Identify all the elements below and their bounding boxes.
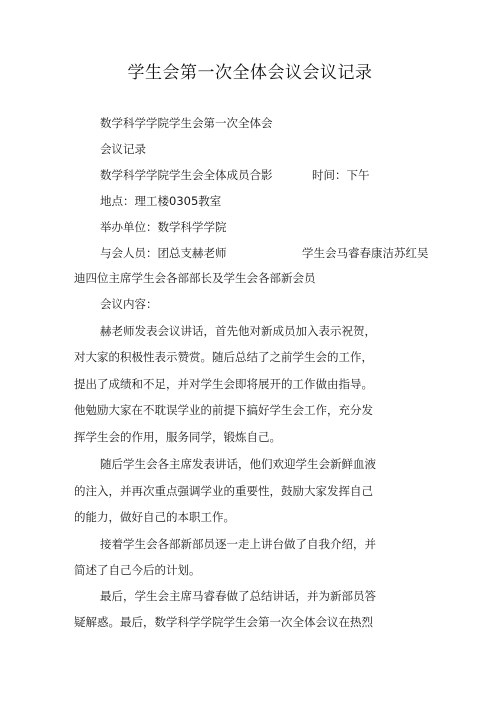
- body-line: 提出了成绩和不足，并对学生会即将展开的工作做由指导。: [74, 377, 373, 391]
- header-line-meeting-name: 数学科学学院学生会第一次全体会: [100, 116, 273, 130]
- body-line: 对大家的积极性表示赞赏。随后总结了之前学生会的工作，: [74, 350, 373, 364]
- header-line-location: 地点：理工楼0305教室: [100, 194, 222, 208]
- header-line-record: 会议记录: [100, 142, 146, 156]
- body-line: 赫老师发表会议讲话，首先他对新成员加入表示祝贺，: [100, 324, 376, 338]
- body-line: 他勉励大家在不耽误学业的前提下搞好学生会工作，充分发: [74, 403, 373, 417]
- attendees-label: 与会人员：团总支赫老师: [100, 246, 227, 260]
- body-line: 的能力，做好自己的本职工作。: [74, 510, 235, 524]
- photo-caption: 数学科学学院学生会全体成员合影: [100, 168, 273, 182]
- body-line: 挥学生会的作用，服务同学，锻炼自己。: [74, 430, 281, 444]
- attendees-presidents: 学生会马睿春康洁苏红吴: [302, 246, 429, 260]
- header-line-attendees-cont: 迪四位主席学生会各部部长及学生会各部新会员: [74, 271, 316, 285]
- header-line-photo: [100, 167, 370, 183]
- meeting-time: 时间：下午: [312, 168, 370, 182]
- body-line: 疑解惑。最后，数学科学学院学生会第一次全体会议在热烈: [74, 615, 373, 629]
- body-line: 随后学生会各主席发表讲话，他们欢迎学生会新鲜血液: [100, 457, 376, 471]
- header-line-organizer: 举办单位：数学科学学院: [100, 220, 227, 234]
- document-title: 学生会第一次全体会议会议记录: [127, 63, 373, 83]
- body-line: 接着学生会各部新部员逐一走上讲台做了自我介绍，并: [100, 537, 376, 551]
- body-line: 最后，学生会主席马睿春做了总结讲话，并为新部员答: [100, 589, 376, 603]
- header-line-attendees: [100, 245, 429, 261]
- header-line-content-label: 会议内容：: [100, 297, 158, 311]
- body-line: 简述了自己今后的计划。: [74, 563, 201, 577]
- body-line: 的注入，并再次重点强调学业的重要性，鼓励大家发挥自己: [74, 484, 373, 498]
